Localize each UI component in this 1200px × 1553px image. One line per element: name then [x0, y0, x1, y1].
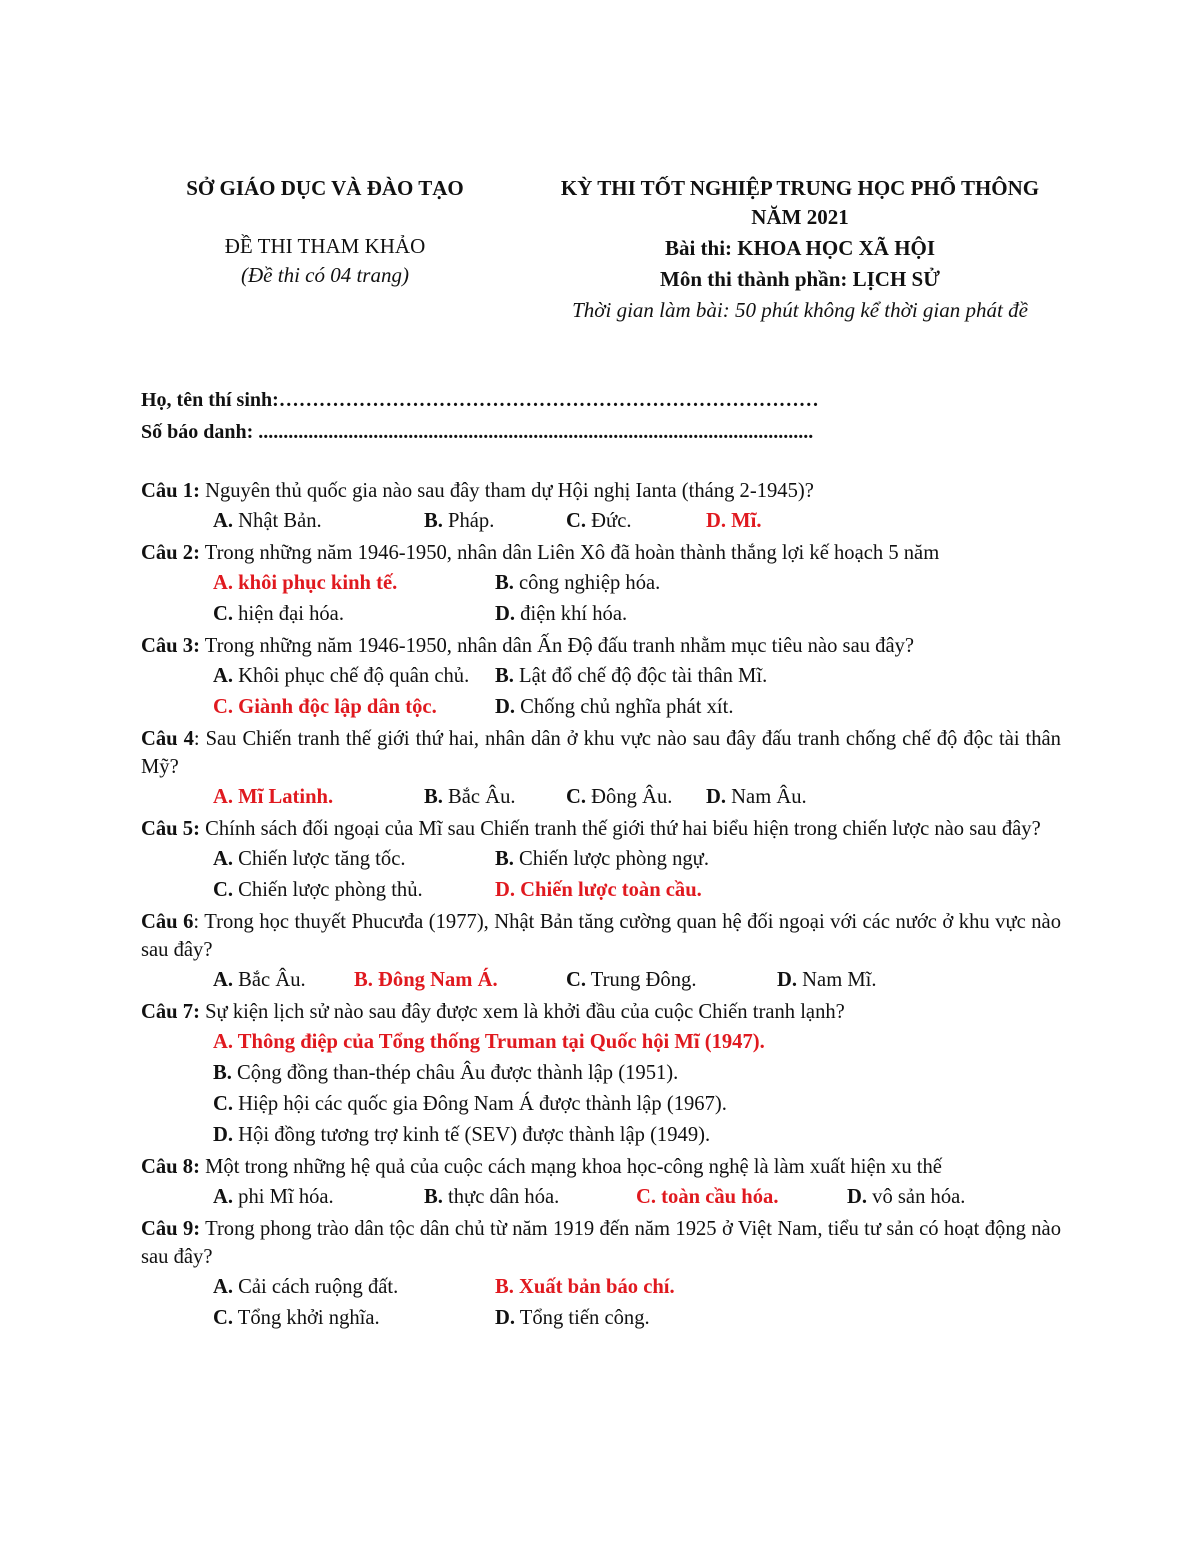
option-letter: D.	[495, 696, 516, 718]
option-letter: D.	[213, 1124, 234, 1146]
option-letter: D.	[495, 603, 516, 625]
option-letter: B.	[495, 1276, 514, 1298]
time-note: Thời gian làm bài: 50 phút không kể thời gian phát đề	[572, 298, 1028, 322]
question-list	[141, 474, 1061, 1333]
option-text: toàn cầu hóa.	[656, 1186, 779, 1208]
question-text: Chính sách đối ngoại của Mĩ sau Chiến tranh thế giới thứ hai biểu hiện trong chiến lược nào sau đây?	[199, 818, 1041, 840]
question-text: : Sau Chiến tranh thế giới thứ hai, nhân dân ở khu vực nào sau đây đấu tranh chống chế độ độc tài thân Mỹ?	[141, 728, 1061, 778]
answer-option-a[interactable]	[213, 1273, 398, 1301]
option-text: Hội đồng tương trợ kinh tế (SEV) được thành lập (1949).	[233, 1124, 711, 1146]
answer-option-b[interactable]	[424, 783, 516, 811]
pages-note: (Đề thi có 04 trang)	[241, 263, 409, 287]
answer-option-b[interactable]	[354, 966, 498, 994]
option-text: Xuất bản báo chí.	[513, 1276, 675, 1298]
option-letter: B.	[424, 1186, 443, 1208]
answer-row	[141, 1057, 1061, 1088]
answer-row	[141, 1026, 1061, 1057]
answer-option-b[interactable]	[495, 662, 767, 690]
answer-option-a[interactable]	[213, 1028, 765, 1056]
option-text: Khôi phục chế độ quân chủ.	[233, 665, 470, 687]
option-letter: C.	[213, 603, 234, 625]
question-1	[141, 477, 1061, 505]
answer-option-c[interactable]	[636, 1183, 778, 1211]
answer-row	[141, 1088, 1061, 1119]
option-text: Nam Âu.	[726, 786, 807, 808]
question-label: Câu 6	[141, 911, 194, 933]
option-letter: C.	[636, 1186, 657, 1208]
answer-option-a[interactable]	[213, 966, 306, 994]
question-text: Trong phong trào dân tộc dân chủ từ năm 1919 đến năm 1925 ở Việt Nam, tiểu tư sản có hoạt động nào sau đây?	[141, 1218, 1061, 1268]
question-9	[141, 1215, 1061, 1271]
option-text: Thông điệp của Tổng thống Truman tại Quốc hội Mĩ (1947).	[233, 1031, 765, 1053]
option-letter: D.	[847, 1186, 868, 1208]
option-letter: D.	[777, 969, 798, 991]
answer-option-c[interactable]	[213, 876, 423, 904]
answer-option-c[interactable]	[213, 600, 344, 628]
option-text: hiện đại hóa.	[233, 603, 344, 625]
exam-title-line2: NĂM 2021	[751, 205, 849, 229]
option-letter: C.	[213, 1307, 234, 1329]
answer-option-d[interactable]	[495, 693, 734, 721]
answer-row	[141, 843, 1061, 874]
answer-option-b[interactable]	[495, 1273, 675, 1301]
question-8	[141, 1153, 1061, 1181]
option-text: thực dân hóa.	[442, 1186, 560, 1208]
question-label: Câu 7:	[141, 1001, 200, 1023]
option-text: Lật đổ chế độ độc tài thân Mĩ.	[513, 665, 768, 687]
option-text: Chiến lược tăng tốc.	[233, 848, 406, 870]
option-text: Tổng tiến công.	[515, 1307, 650, 1329]
answer-row	[141, 567, 1061, 598]
option-text: Trung Đông.	[586, 969, 697, 991]
header-left	[130, 174, 520, 290]
answer-row	[141, 1119, 1061, 1150]
option-letter: B.	[424, 510, 443, 532]
answer-row	[141, 1302, 1061, 1333]
question-label: Câu 3:	[141, 635, 200, 657]
option-text: Chiến lược phòng ngự.	[513, 848, 709, 870]
option-letter: B.	[424, 786, 443, 808]
question-text: Một trong những hệ quả của cuộc cách mạng khoa học-công nghệ là làm xuất hiện xu thế	[199, 1156, 942, 1178]
option-text: Cộng đồng than-thép châu Âu được thành lập (1951).	[231, 1062, 679, 1084]
answer-option-b[interactable]	[424, 1183, 559, 1211]
question-label: Câu 1:	[141, 480, 200, 502]
answer-option-d[interactable]	[495, 1304, 650, 1332]
option-text: Nam Mĩ.	[797, 969, 877, 991]
answer-option-d[interactable]	[706, 783, 807, 811]
option-letter: C.	[566, 510, 587, 532]
answer-option-a[interactable]	[213, 507, 322, 535]
option-letter: C.	[213, 1093, 234, 1115]
answer-option-a[interactable]	[213, 662, 469, 690]
question-2	[141, 539, 1061, 567]
option-letter: B.	[495, 665, 514, 687]
answer-row	[141, 505, 1061, 536]
candidate-id-field[interactable]: Số báo danh: ...............................................................................................................	[141, 421, 814, 443]
question-4	[141, 725, 1061, 781]
question-text: Trong những năm 1946-1950, nhân dân Liên Xô đã hoàn thành thắng lợi kế hoạch 5 năm	[199, 542, 940, 564]
question-text: : Trong học thuyết Phucưđa (1977), Nhật Bản tăng cường quan hệ đối ngoại với các nước ở khu vực nào sau đây?	[141, 911, 1061, 961]
option-text: khôi phục kinh tế.	[233, 572, 398, 594]
header-right	[505, 174, 1095, 325]
answer-row	[141, 781, 1061, 812]
answer-option-d[interactable]	[213, 1121, 710, 1149]
option-text: Nhật Bản.	[233, 510, 322, 532]
option-letter: A.	[213, 1276, 234, 1298]
option-letter: A.	[213, 848, 234, 870]
option-text: Bắc Âu.	[233, 969, 306, 991]
exam-name: Bài thi: KHOA HỌC XÃ HỘI	[664, 236, 936, 260]
answer-row	[141, 660, 1061, 691]
option-letter: C.	[213, 879, 234, 901]
department-name: SỞ GIÁO DỤC VÀ ĐÀO TẠO	[186, 176, 464, 200]
question-label: Câu 5:	[141, 818, 200, 840]
option-text: Đông Âu.	[586, 786, 673, 808]
option-letter: C.	[566, 969, 587, 991]
answer-row	[141, 691, 1061, 722]
answer-option-b[interactable]	[495, 569, 660, 597]
answer-option-d[interactable]	[777, 966, 877, 994]
option-text: Pháp.	[442, 510, 495, 532]
option-text: Hiệp hội các quốc gia Đông Nam Á được thành lập (1967).	[233, 1093, 727, 1115]
option-text: phi Mĩ hóa.	[233, 1186, 334, 1208]
question-5	[141, 815, 1061, 843]
option-letter: D.	[495, 879, 516, 901]
answer-row	[141, 598, 1061, 629]
option-letter: C.	[566, 786, 587, 808]
option-text: Chiến lược phòng thủ.	[233, 879, 423, 901]
option-letter: B.	[213, 1062, 232, 1084]
answer-option-b[interactable]	[213, 1059, 678, 1087]
option-text: Mĩ.	[726, 510, 762, 532]
option-text: Đức.	[586, 510, 632, 532]
option-letter: B.	[354, 969, 373, 991]
answer-option-a[interactable]	[213, 783, 333, 811]
option-letter: B.	[495, 848, 514, 870]
answer-row	[141, 1181, 1061, 1212]
answer-option-c[interactable]	[213, 1090, 727, 1118]
option-text: Giành độc lập dân tộc.	[233, 696, 437, 718]
option-text: Bắc Âu.	[442, 786, 516, 808]
question-label: Câu 8:	[141, 1156, 200, 1178]
answer-row	[141, 1271, 1061, 1302]
question-text: Sự kiện lịch sử nào sau đây được xem là khởi đầu của cuộc Chiến tranh lạnh?	[199, 1001, 845, 1023]
option-text: Chiến lược toàn cầu.	[515, 879, 702, 901]
option-letter: D.	[706, 786, 727, 808]
option-letter: B.	[495, 572, 514, 594]
option-letter: A.	[213, 969, 234, 991]
answer-option-b[interactable]	[495, 845, 709, 873]
question-6	[141, 908, 1061, 964]
candidate-name-field[interactable]: Họ, tên thí sinh:………………………………………………………………………	[141, 389, 819, 411]
question-label: Câu 9:	[141, 1218, 201, 1240]
question-text: Nguyên thủ quốc gia nào sau đây tham dự Hội nghị Ianta (tháng 2-1945)?	[199, 480, 814, 502]
answer-option-b[interactable]	[424, 507, 494, 535]
option-letter: A.	[213, 1186, 234, 1208]
answer-option-a[interactable]	[213, 569, 397, 597]
option-text: Đông Nam Á.	[372, 969, 498, 991]
candidate-info	[141, 384, 819, 448]
question-7	[141, 998, 1061, 1026]
question-text: Trong những năm 1946-1950, nhân dân Ấn Độ đấu tranh nhằm mục tiêu nào sau đây?	[199, 635, 915, 657]
exam-title-line1: KỲ THI TỐT NGHIỆP TRUNG HỌC PHỔ THÔNG	[560, 176, 1040, 200]
answer-option-c[interactable]	[213, 693, 437, 721]
answer-option-d[interactable]	[495, 600, 627, 628]
answer-option-c[interactable]	[566, 966, 696, 994]
option-text: điện khí hóa.	[515, 603, 628, 625]
question-3	[141, 632, 1061, 660]
option-letter: A.	[213, 510, 234, 532]
option-letter: A.	[213, 786, 234, 808]
subject-name: Môn thi thành phần: LỊCH SỬ	[660, 267, 940, 291]
option-text: Mĩ Latinh.	[233, 786, 334, 808]
option-text: công nghiệp hóa.	[513, 572, 661, 594]
exam-type: ĐỀ THI THAM KHẢO	[224, 234, 426, 258]
question-label: Câu 2:	[141, 542, 200, 564]
option-letter: C.	[213, 696, 234, 718]
option-text: Chống chủ nghĩa phát xít.	[515, 696, 734, 718]
answer-row	[141, 964, 1061, 995]
option-letter: A.	[213, 572, 234, 594]
option-letter: A.	[213, 665, 234, 687]
answer-option-d[interactable]	[847, 1183, 965, 1211]
option-text: Cải cách ruộng đất.	[233, 1276, 399, 1298]
answer-row	[141, 874, 1061, 905]
answer-option-d[interactable]	[495, 876, 702, 904]
option-letter: D.	[495, 1307, 516, 1329]
option-letter: A.	[213, 1031, 234, 1053]
question-label: Câu 4	[141, 728, 194, 750]
answer-option-c[interactable]	[566, 507, 632, 535]
answer-option-a[interactable]	[213, 1183, 334, 1211]
option-text: vô sản hóa.	[867, 1186, 966, 1208]
option-letter: D.	[706, 510, 727, 532]
answer-option-c[interactable]	[566, 783, 672, 811]
option-text: Tổng khởi nghĩa.	[233, 1307, 380, 1329]
answer-option-a[interactable]	[213, 845, 406, 873]
answer-option-d[interactable]	[706, 507, 762, 535]
answer-option-c[interactable]	[213, 1304, 380, 1332]
